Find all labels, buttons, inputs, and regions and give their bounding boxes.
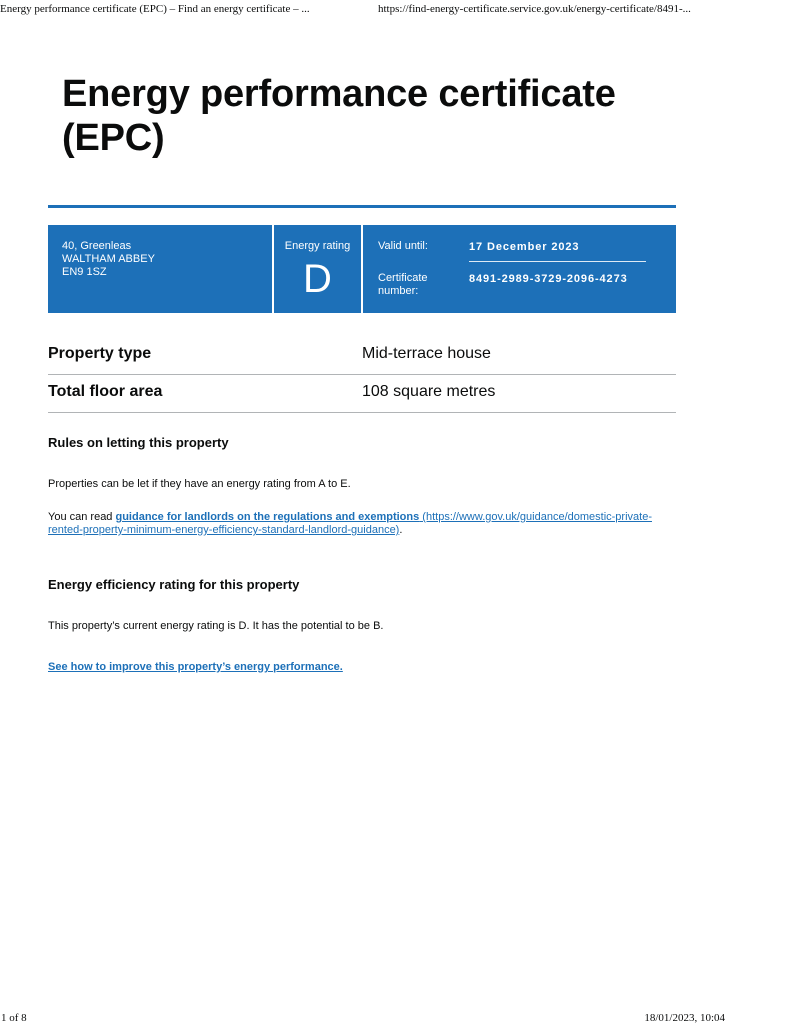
address-line-3: EN9 1SZ: [62, 266, 107, 278]
letting-rules-heading: Rules on letting this property: [48, 435, 229, 450]
efficiency-rating-heading: Energy efficiency rating for this property: [48, 577, 300, 592]
guidance-prefix: You can read: [48, 511, 116, 523]
epc-header-box: [48, 225, 676, 313]
address-line-2: WALTHAM ABBEY: [62, 253, 155, 265]
property-address: [48, 225, 272, 313]
letting-rules-text: Properties can be let if they have an energy rating from A to E.: [48, 478, 351, 490]
energy-rating-value: D: [303, 257, 332, 301]
efficiency-rating-text: This property’s current energy rating is D. It has the potential to be B.: [48, 620, 384, 632]
summary-row-property-type: [48, 336, 676, 375]
certificate-details-divider: [469, 261, 646, 262]
title-divider: [48, 205, 676, 208]
landlord-guidance-paragraph: [48, 511, 658, 537]
guidance-suffix: .: [399, 524, 403, 536]
valid-until-value: 17 December 2023: [469, 241, 580, 253]
energy-rating-panel: [274, 225, 361, 313]
landlord-guidance-link[interactable]: guidance for landlords on the regulations and exemptions: [115, 511, 420, 523]
summary-label: Total floor area: [48, 383, 163, 400]
valid-until-label: Valid until:: [378, 240, 428, 252]
certificate-number-value: 8491-2989-3729-2096-4273: [469, 273, 628, 285]
address-line-1: 40, Greenleas: [62, 240, 132, 252]
print-header-url: https://find-energy-certificate.service.gov.uk/energy-certificate/8491-...: [378, 3, 691, 15]
summary-row-floor-area: [48, 374, 676, 413]
page-number: 1 of 8: [1, 1012, 27, 1024]
summary-value: 108 square metres: [362, 383, 496, 400]
summary-label: Property type: [48, 345, 152, 362]
print-header-title: Energy performance certificate (EPC) – Find an energy certificate – ...: [0, 3, 310, 15]
certificate-number-label: Certificate number:: [378, 272, 428, 297]
certificate-details-panel: [363, 225, 676, 313]
summary-value: Mid-terrace house: [362, 345, 491, 362]
print-footer: [0, 1011, 791, 1025]
improve-performance-link[interactable]: See how to improve this property’s energy performance.: [48, 661, 343, 673]
page-title: Energy performance certificate (EPC): [62, 73, 616, 159]
print-header: [0, 0, 791, 16]
energy-rating-label: Energy rating: [284, 240, 351, 252]
print-datetime: 18/01/2023, 10:04: [644, 1012, 725, 1024]
improve-performance-paragraph: [48, 661, 658, 674]
landlord-guidance-url[interactable]: (https://www.gov.uk/guidance/domestic-private-rented-property-minimum-energy-efficiency-standard-landlord-guidance): [48, 511, 652, 536]
